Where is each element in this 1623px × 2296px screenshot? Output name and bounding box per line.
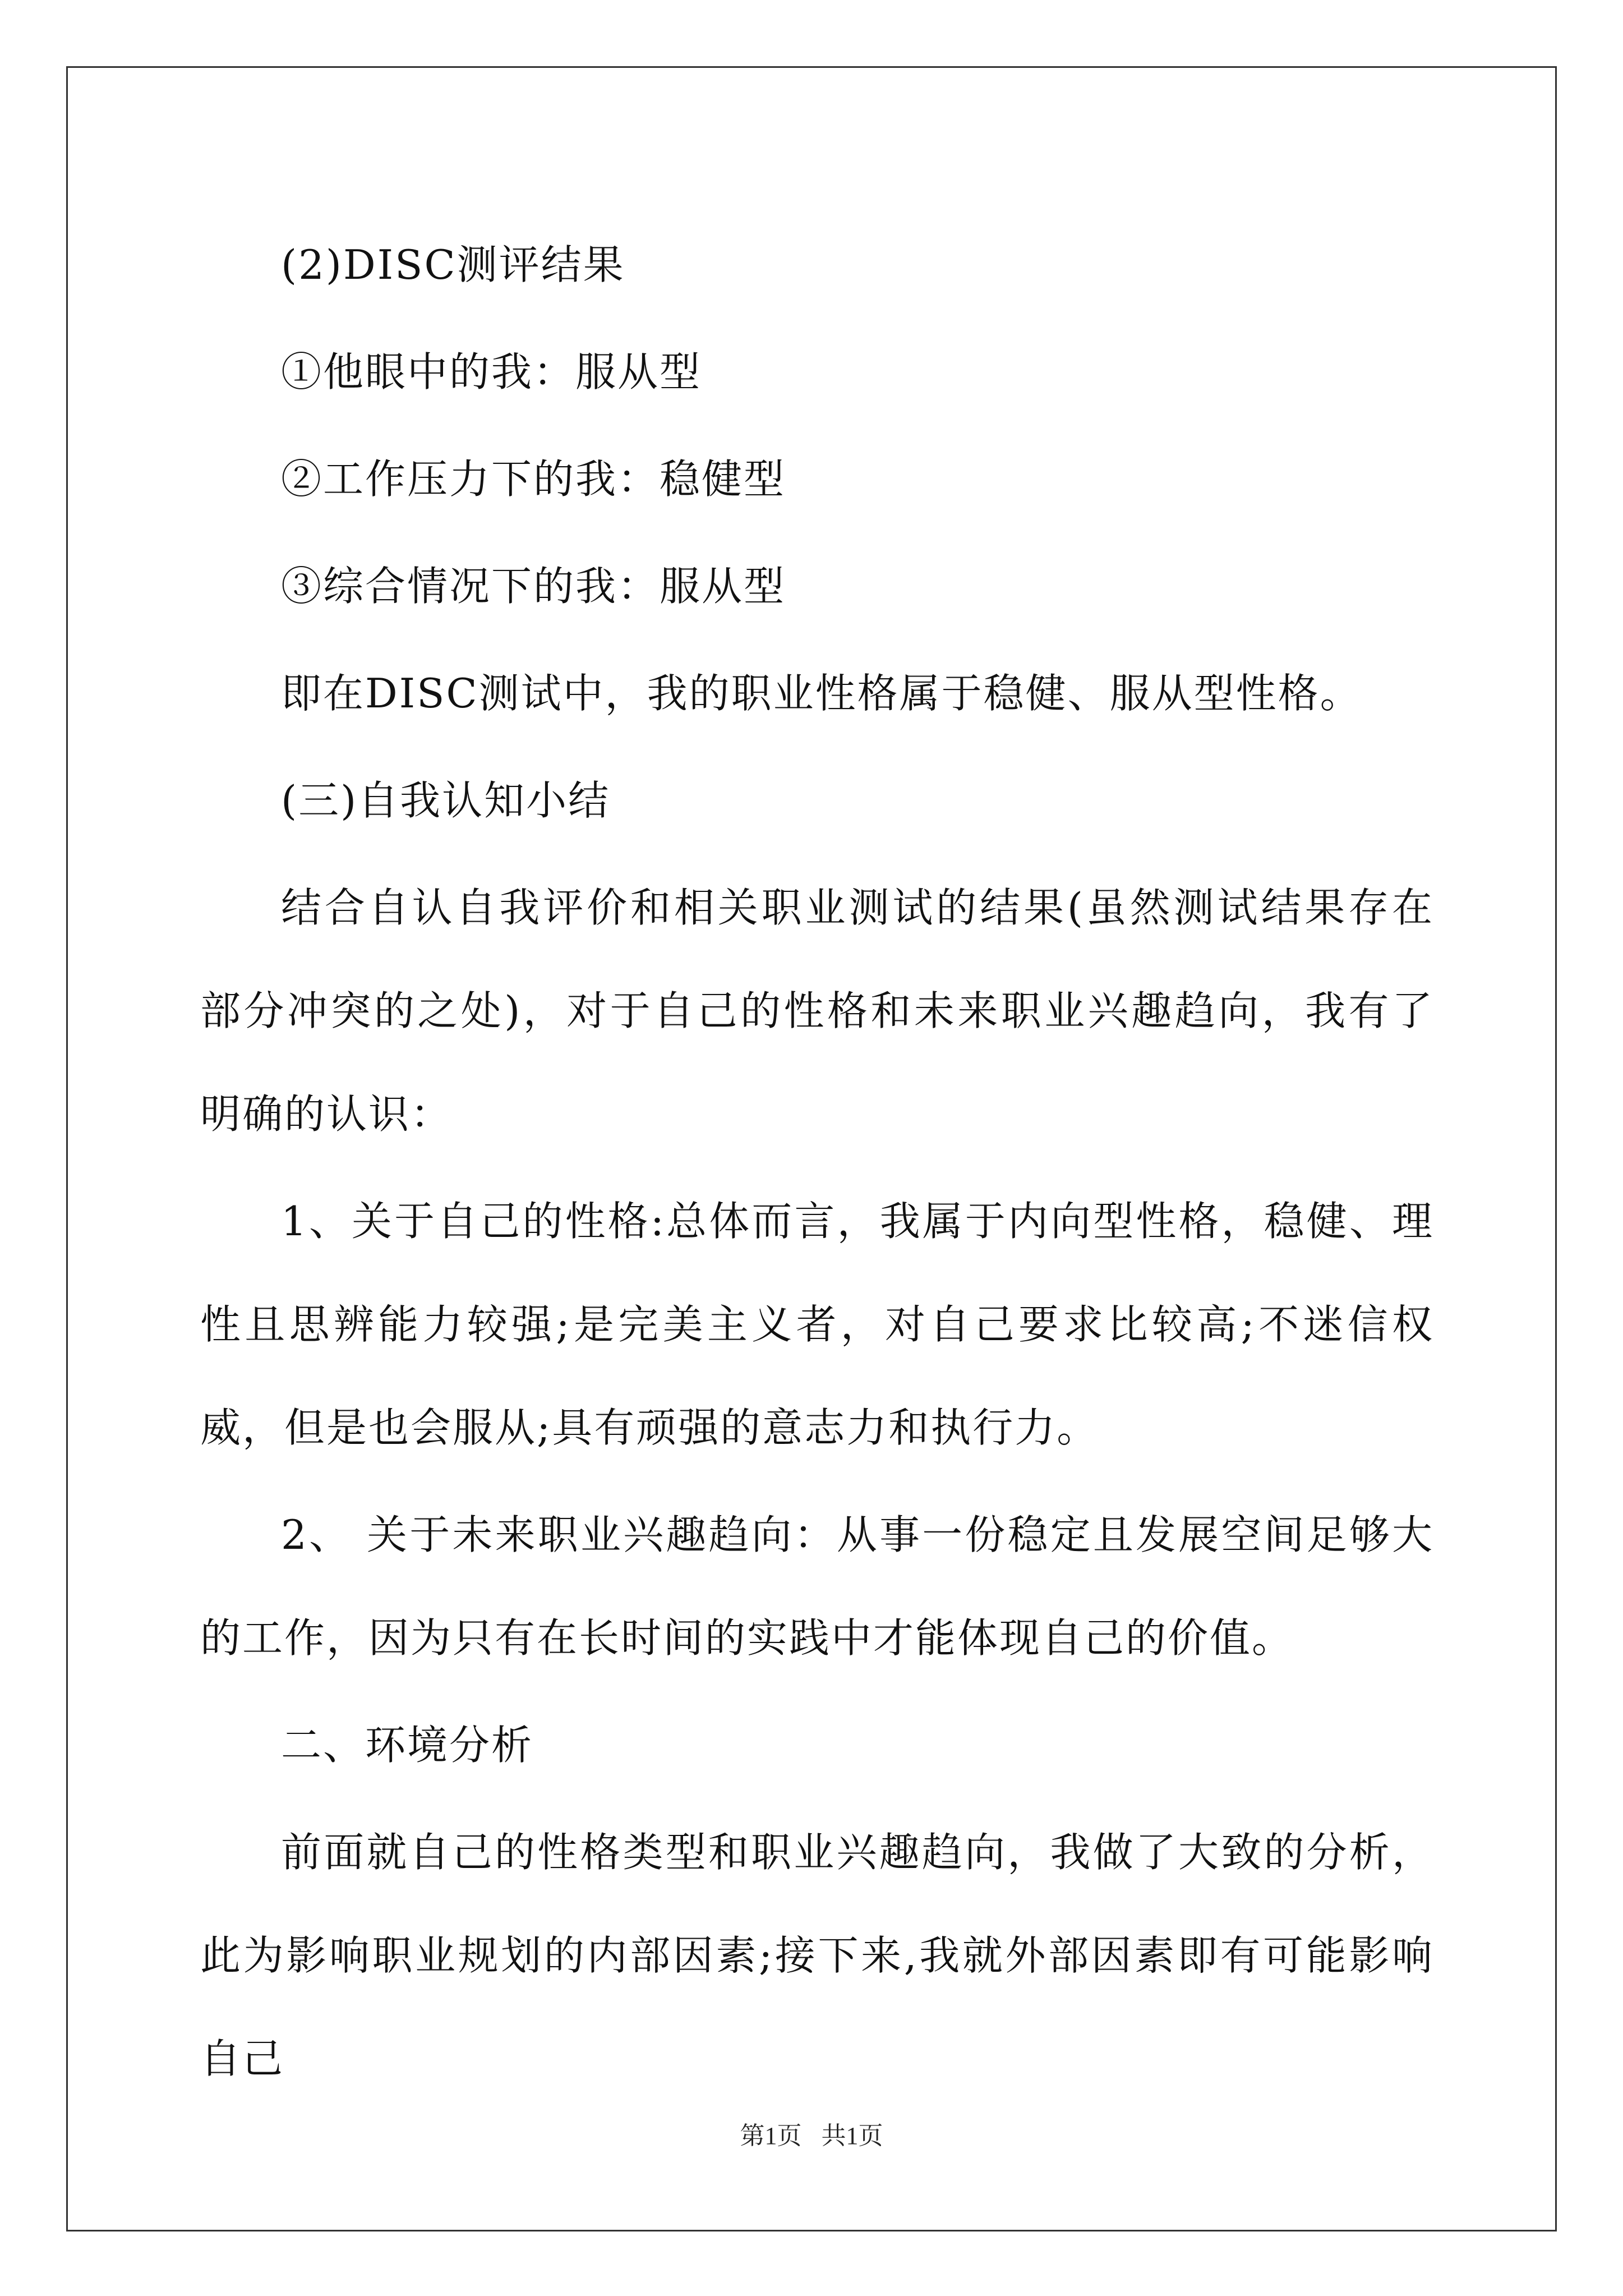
paragraph-disc-conclusion: 即在DISC测试中，我的职业性格属于稳健、服从型性格。 — [281, 670, 1362, 717]
paragraph-environment-heading: 二、环境分析 — [281, 1722, 534, 1769]
page-footer — [0, 2119, 1623, 2153]
paragraph-personality: 1、关于自己的性格:总体而言，我属于内向型性格，稳健、理性且思辨能力较强;是完美主义者，对自己要求比较高;不迷信权威，但是也会服从;具有顽强的意志力和执行力。 — [200, 1198, 1434, 1451]
paragraph-career-interest: 2、 关于未来职业兴趣趋向：从事一份稳定且发展空间足够大的工作，因为只有在长时间的实践中才能体现自己的价值。 — [200, 1511, 1434, 1662]
paragraph-self-summary-heading: (三)自我认知小结 — [281, 777, 611, 824]
page-number-current: 第1页 — [740, 2122, 802, 2150]
paragraph-disc-heading: (2)DISC测评结果 — [281, 241, 625, 288]
paragraph-environment-intro: 前面就自己的性格类型和职业兴趣趋向，我做了大致的分析，此为影响职业规划的内部因素;接下来,我就外部因素即有可能影响自己 — [200, 1829, 1434, 2082]
page-number-total: 共1页 — [821, 2122, 883, 2150]
paragraph-under-pressure: ②工作压力下的我：稳健型 — [281, 455, 786, 503]
paragraph-self-summary: 结合自认自我评价和相关职业测试的结果(虽然测试结果存在部分冲突的之处)，对于自己的性格和未来职业兴趣趋向，我有了明确的认识： — [200, 884, 1434, 1138]
paragraph-overall: ③综合情况下的我：服从型 — [281, 563, 786, 610]
document-body — [200, 213, 1434, 2114]
paragraph-others-view: ①他眼中的我：服从型 — [281, 348, 702, 395]
